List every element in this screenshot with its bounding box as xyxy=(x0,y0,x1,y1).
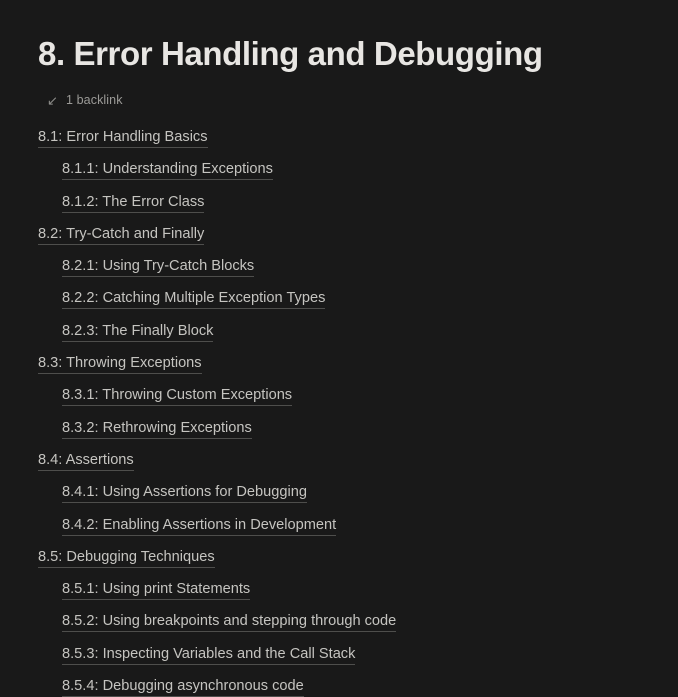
toc-link[interactable]: 8.2.2: Catching Multiple Exception Types xyxy=(62,290,325,309)
toc-link[interactable]: 8.2.3: The Finally Block xyxy=(62,323,213,342)
toc-link[interactable]: 8.4: Assertions xyxy=(38,452,134,471)
page-title: 8. Error Handling and Debugging xyxy=(38,35,543,72)
toc-link[interactable]: 8.4.2: Enabling Assertions in Development xyxy=(62,517,336,536)
toc-link[interactable]: 8.2.1: Using Try-Catch Blocks xyxy=(62,258,254,277)
toc-link[interactable]: 8.2: Try-Catch and Finally xyxy=(38,226,204,245)
toc-link[interactable]: 8.5.2: Using breakpoints and stepping through code xyxy=(62,613,396,632)
arrow-down-left-icon: ↙ xyxy=(47,92,58,108)
toc-link[interactable]: 8.5.1: Using print Statements xyxy=(62,581,250,600)
toc-link[interactable]: 8.1.2: The Error Class xyxy=(62,194,204,213)
toc-link[interactable]: 8.3.1: Throwing Custom Exceptions xyxy=(62,387,292,406)
backlink-label: 1 backlink xyxy=(66,93,123,107)
table-of-contents xyxy=(38,129,640,697)
backlink[interactable] xyxy=(46,91,640,109)
toc-link[interactable]: 8.1.1: Understanding Exceptions xyxy=(62,161,273,180)
toc-link[interactable]: 8.5: Debugging Techniques xyxy=(38,549,215,568)
toc-link[interactable]: 8.5.3: Inspecting Variables and the Call Stack xyxy=(62,646,355,665)
toc-link[interactable]: 8.1: Error Handling Basics xyxy=(38,129,208,148)
toc-link[interactable]: 8.4.1: Using Assertions for Debugging xyxy=(62,484,307,503)
toc-link[interactable]: 8.3: Throwing Exceptions xyxy=(38,355,202,374)
toc-link[interactable]: 8.3.2: Rethrowing Exceptions xyxy=(62,420,252,439)
toc-link[interactable]: 8.5.4: Debugging asynchronous code xyxy=(62,678,304,697)
